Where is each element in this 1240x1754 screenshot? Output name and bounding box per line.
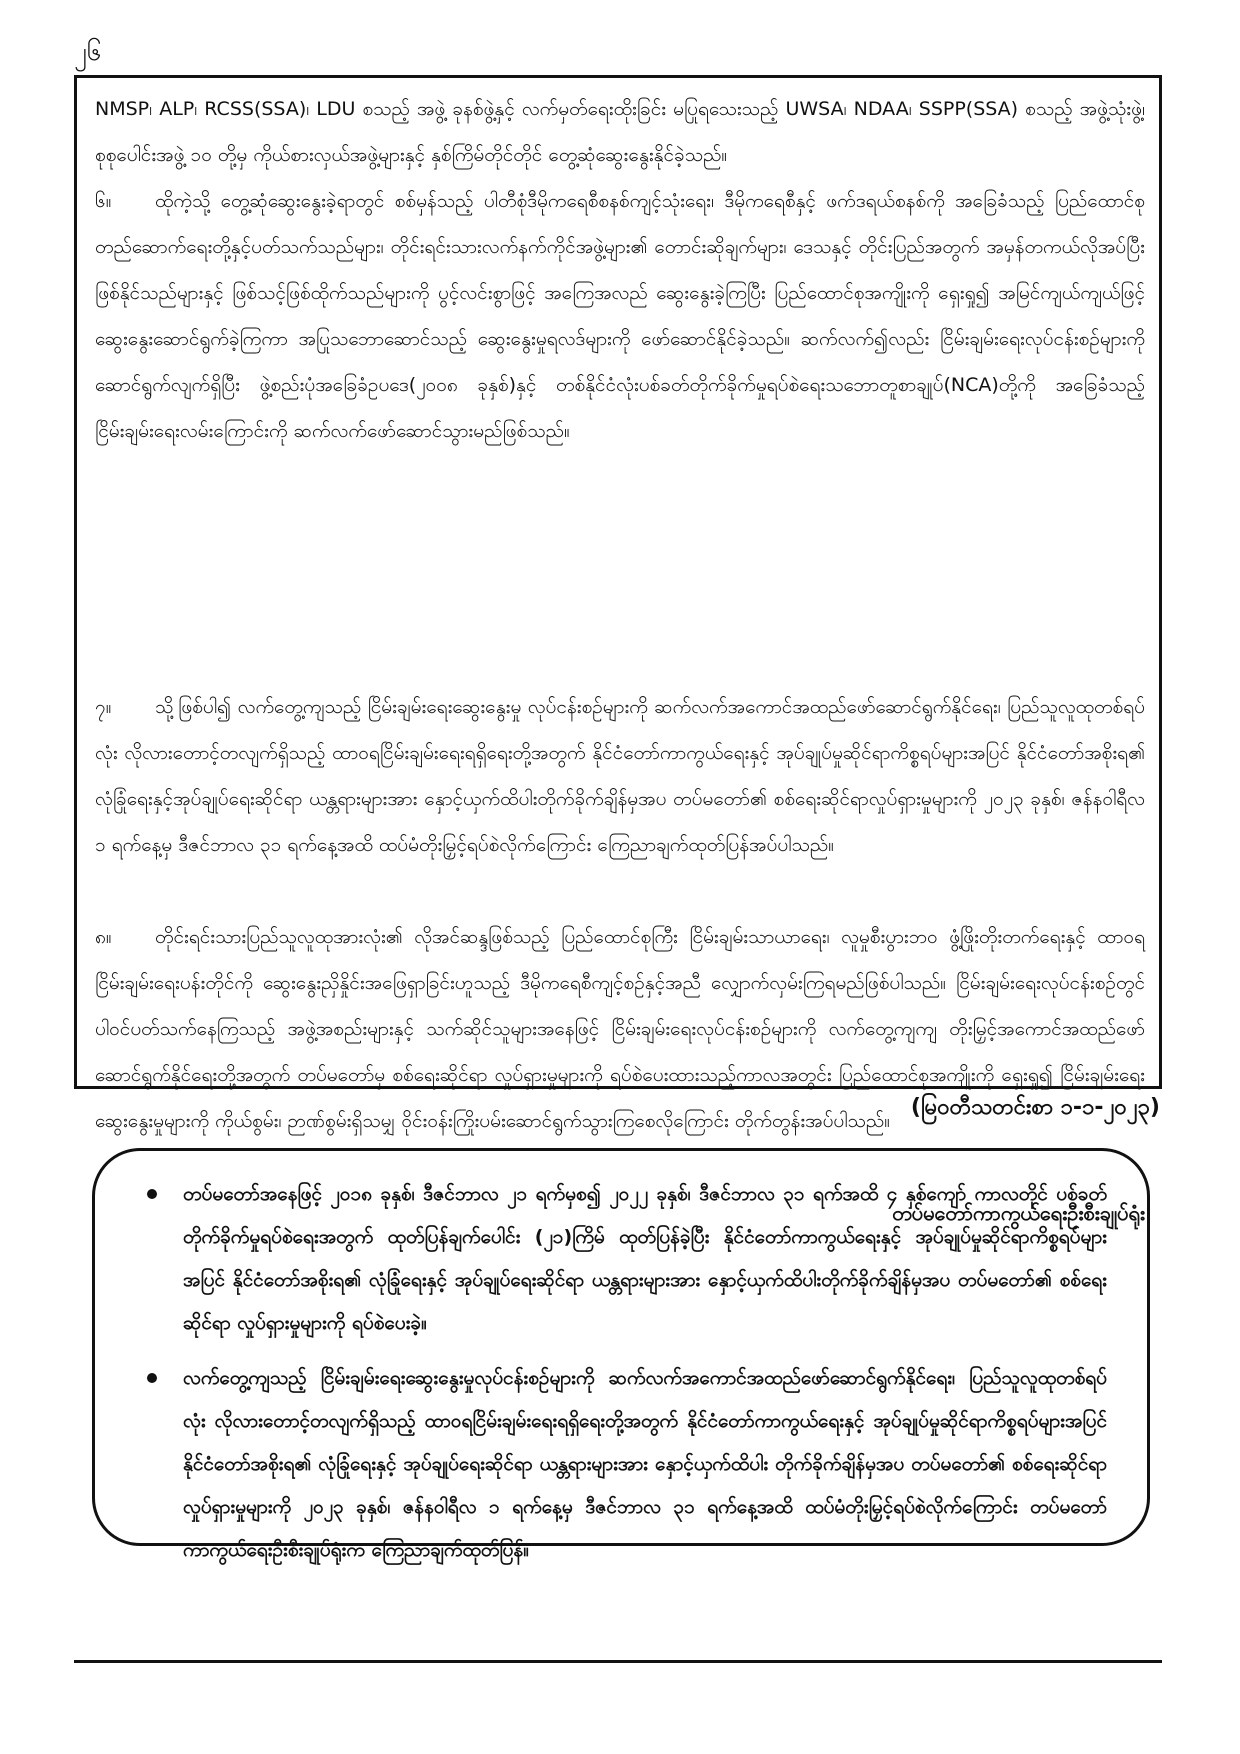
- bullet-icon: [147, 1373, 157, 1383]
- summary-box: [92, 1148, 1150, 1561]
- paragraph-number: ၈။: [95, 926, 112, 948]
- paragraph-text: တိုင်းရင်းသားပြည်သူလူထုအားလုံး၏ လိုအင်ဆန္ဒဖြစ်သည့် ပြည်ထောင်စုကြီး ငြိမ်းချမ်းသာယာရေး၊ လူမှုစီးပွားဘဝ ဖွံ့ဖြိုးတိုးတက်ရေးနှင့် ထာဝရငြိမ်းချမ်းရေးပန်းတိုင်ကို ဆွေးနွေးညှိနှိုင်းအဖြေရှာခြင်းဟူသည့် ဒီမိုကရေစီကျင့်စဉ်နှင့်အညီ လျှောက်လှမ်းကြရမည်ဖြစ်ပါသည်။ ငြိမ်းချမ်းရေးလုပ်ငန်းစဉ်တွင် ပါဝင်ပတ်သက်နေကြသည့် အဖွဲ့အစည်းများနှင့် သက်ဆိုင်သူများအနေဖြင့် ငြိမ်းချမ်းရေးလုပ်ငန်းစဉ်များကို လက်တွေ့ကျကျ တိုးမြှင့်အကောင်အထည်ဖော် ဆောင်ရွက်နိုင်ရေးတို့အတွက် တပ်မတော်မှ စစ်ရေးဆိုင်ရာ လှုပ်ရှားမှုများကို ရပ်စဲပေးထားသည့်ကာလအတွင်း ပြည်ထောင်စုအကျိုးကို ရှေးရှု၍ ငြိမ်းချမ်းရေးဆွေးနွေးမှုများကို ကိုယ်စွမ်း၊ ဉာဏ်စွမ်းရှိသမျှ ဝိုင်းဝန်းကြိုးပမ်းဆောင်ရွက်သွားကြစေလိုကြောင်း တိုက်တွန်းအပ်ပါသည်။: [95, 926, 1145, 1132]
- bottom-divider: [74, 1660, 1162, 1663]
- summary-bullet: [147, 1173, 1107, 1345]
- paragraph-number: ၇။: [95, 696, 112, 718]
- paragraph-text: ထိုကဲ့သို့ တွေ့ဆုံဆွေးနွေးခဲ့ရာတွင် စစ်မှန်သည့် ပါတီစုံဒီမိုကရေစီစနစ်ကျင့်သုံးရေး၊ ဒီမိုကရေစီနှင့် ဖက်ဒရယ်စနစ်ကို အခြေခံသည့် ပြည်ထောင်စုတည်ဆောက်ရေးတို့နှင့်ပတ်သက်သည်များ၊ တိုင်းရင်းသားလက်နက်ကိုင်အဖွဲ့များ၏ တောင်းဆိုချက်များ၊ ဒေသနှင့် တိုင်းပြည်အတွက် အမှန်တကယ်လိုအပ်ပြီး ဖြစ်နိုင်သည်များနှင့် ဖြစ်သင့်ဖြစ်ထိုက်သည်များကို ပွင့်လင်းစွာဖြင့် အကြေအလည် ဆွေးနွေးခဲ့ကြပြီး ပြည်ထောင်စုအကျိုးကို ရှေးရှု၍ အမြင်ကျယ်ကျယ်ဖြင့် ဆွေးနွေးဆောင်ရွက်ခဲ့ကြကာ အပြုသဘောဆောင်သည့် ဆွေးနွေးမှုရလဒ်များကို ဖော်ဆောင်နိုင်ခဲ့သည်။ ဆက်လက်၍လည်း ငြိမ်းချမ်းရေးလုပ်ငန်းစဉ်များကို ဆောင်ရွက်လျက်ရှိပြီး ဖွဲ့စည်းပုံအခြေခံဥပဒေ(၂၀၀၈ ခုနှစ်)နှင့် တစ်နိုင်ငံလုံးပစ်ခတ်တိုက်ခိုက်မှုရပ်စဲရေးသဘောတူစာချုပ်(NCA)တို့ကို အခြေခံသည့် ငြိမ်းချမ်းရေးလမ်းကြောင်းကို ဆက်လက်ဖော်ဆောင်သွားမည်ဖြစ်သည်။: [95, 190, 1145, 442]
- bullet-text: တပ်မတော်အနေဖြင့် ၂၀၁၈ ခုနှစ်၊ ဒီဇင်ဘာလ ၂၁ ရက်မှစ၍ ၂၀၂၂ ခုနှစ်၊ ဒီဇင်ဘာလ ၃၁ ရက်အထိ ၄ နှစ်ကျော် ကာလတိုင် ပစ်ခတ်တိုက်ခိုက်မှုရပ်စဲရေးအတွက် ထုတ်ပြန်ချက်ပေါင်း (၂၁)ကြိမ် ထုတ်ပြန်ခဲ့ပြီး နိုင်ငံတော်ကာကွယ်ရေးနှင့် အုပ်ချုပ်မှုဆိုင်ရာကိစ္စရပ်များအပြင် နိုင်ငံတော်အစိုးရ၏ လုံခြုံရေးနှင့် အုပ်ချုပ်ရေးဆိုင်ရာ ယန္တရားများအား နှောင့်ယှက်ထိပါးတိုက်ခိုက်ချိန်မှအပ တပ်မတော်၏ စစ်ရေးဆိုင်ရာ လှုပ်ရှားမှုများကို ရပ်စဲပေးခဲ့။: [183, 1183, 1107, 1334]
- paragraph-text: NMSP၊ ALP၊ RCSS(SSA)၊ LDU စသည့် အဖွဲ့ ခုနစ်ဖွဲ့နှင့် လက်မှတ်ရေးထိုးခြင်း မပြုရသေးသည့် UWSA၊ NDAA၊ SSPP(SSA) စသည့် အဖွဲ့သုံးဖွဲ့၊ စုစုပေါင်းအဖွဲ့ ၁၀ တို့မှ ကိုယ်စားလှယ်အဖွဲ့များနှင့် နှစ်ကြိမ်တိုင်တိုင် တွေ့ဆုံဆွေးနွေးနိုင်ခဲ့သည်။: [95, 98, 1145, 166]
- source-citation: (မြဝတီသတင်းစာ ၁-၁-၂၀၂၃): [910, 1095, 1160, 1120]
- bullet-icon: [147, 1189, 157, 1199]
- summary-bullet: [147, 1357, 1107, 1561]
- paragraph-number: ၆။: [95, 190, 112, 212]
- paragraph-text: သို့ဖြစ်ပါ၍ လက်တွေ့ကျသည့် ငြိမ်းချမ်းရေးဆွေးနွေးမှု လုပ်ငန်းစဉ်များကို ဆက်လက်အကောင်အထည်ဖော်ဆောင်ရွက်နိုင်ရေး၊ ပြည်သူလူထုတစ်ရပ်လုံး လိုလားတောင့်တလျက်ရှိသည့် ထာဝရငြိမ်းချမ်းရေးရရှိရေးတို့အတွက် နိုင်ငံတော်ကာကွယ်ရေးနှင့် အုပ်ချုပ်မှုဆိုင်ရာကိစ္စရပ်များအပြင် နိုင်ငံတော်အစိုးရ၏ လုံခြုံရေးနှင့်အုပ်ချုပ်ရေးဆိုင်ရာ ယန္တရားများအား နှောင့်ယှက်ထိပါးတိုက်ခိုက်ချိန်မှအပ တပ်မတော်၏ စစ်ရေးဆိုင်ရာလှုပ်ရှားမှုများကို ၂၀၂၃ ခုနှစ်၊ ဇန်နဝါရီလ ၁ ရက်နေ့မှ ဒီဇင်ဘာလ ၃၁ ရက်နေ့အထိ ထပ်မံတိုးမြှင့်ရပ်စဲလိုက်ကြောင်း ကြေညာချက်ထုတ်ပြန်အပ်ပါသည်။: [95, 696, 1145, 856]
- bullet-text: လက်တွေ့ကျသည့် ငြိမ်းချမ်းရေးဆွေးနွေးမှုလုပ်ငန်းစဉ်များကို ဆက်လက်အကောင်အထည်ဖော်ဆောင်ရွက်နိုင်ရေး၊ ပြည်သူလူထုတစ်ရပ်လုံး လိုလားတောင့်တလျက်ရှိသည့် ထာဝရငြိမ်းချမ်းရေးရရှိရေးတို့အတွက် နိုင်ငံတော်ကာကွယ်ရေးနှင့် အုပ်ချုပ်မှုဆိုင်ရာကိစ္စရပ်များအပြင် နိုင်ငံတော်အစိုးရ၏ လုံခြုံရေးနှင့် အုပ်ချုပ်ရေးဆိုင်ရာ ယန္တရားများအား နှောင့်ယှက်ထိပါး တိုက်ခိုက်ချိန်မှအပ တပ်မတော်၏ စစ်ရေးဆိုင်ရာ လှုပ်ရှားမှုများကို ၂၀၂၃ ခုနှစ်၊ ဇန်နဝါရီလ ၁ ရက်နေ့မှ ဒီဇင်ဘာလ ၃၁ ရက်နေ့အထိ ထပ်မံတိုးမြှင့်ရပ်စဲလိုက်ကြောင်း တပ်မတော်ကာကွယ်ရေးဦးစီးချုပ်ရုံးက ကြေညာချက်ထုတ်ပြန်။: [183, 1367, 1107, 1561]
- article-paragraph: [95, 178, 1145, 442]
- article-paragraph: [95, 684, 1145, 914]
- signature: တပ်မတော်ကာကွယ်ရေးဦးစီးချုပ်ရုံး: [892, 1201, 1145, 1225]
- article-paragraph: [95, 86, 1145, 178]
- page-number: ၂၆: [74, 37, 102, 67]
